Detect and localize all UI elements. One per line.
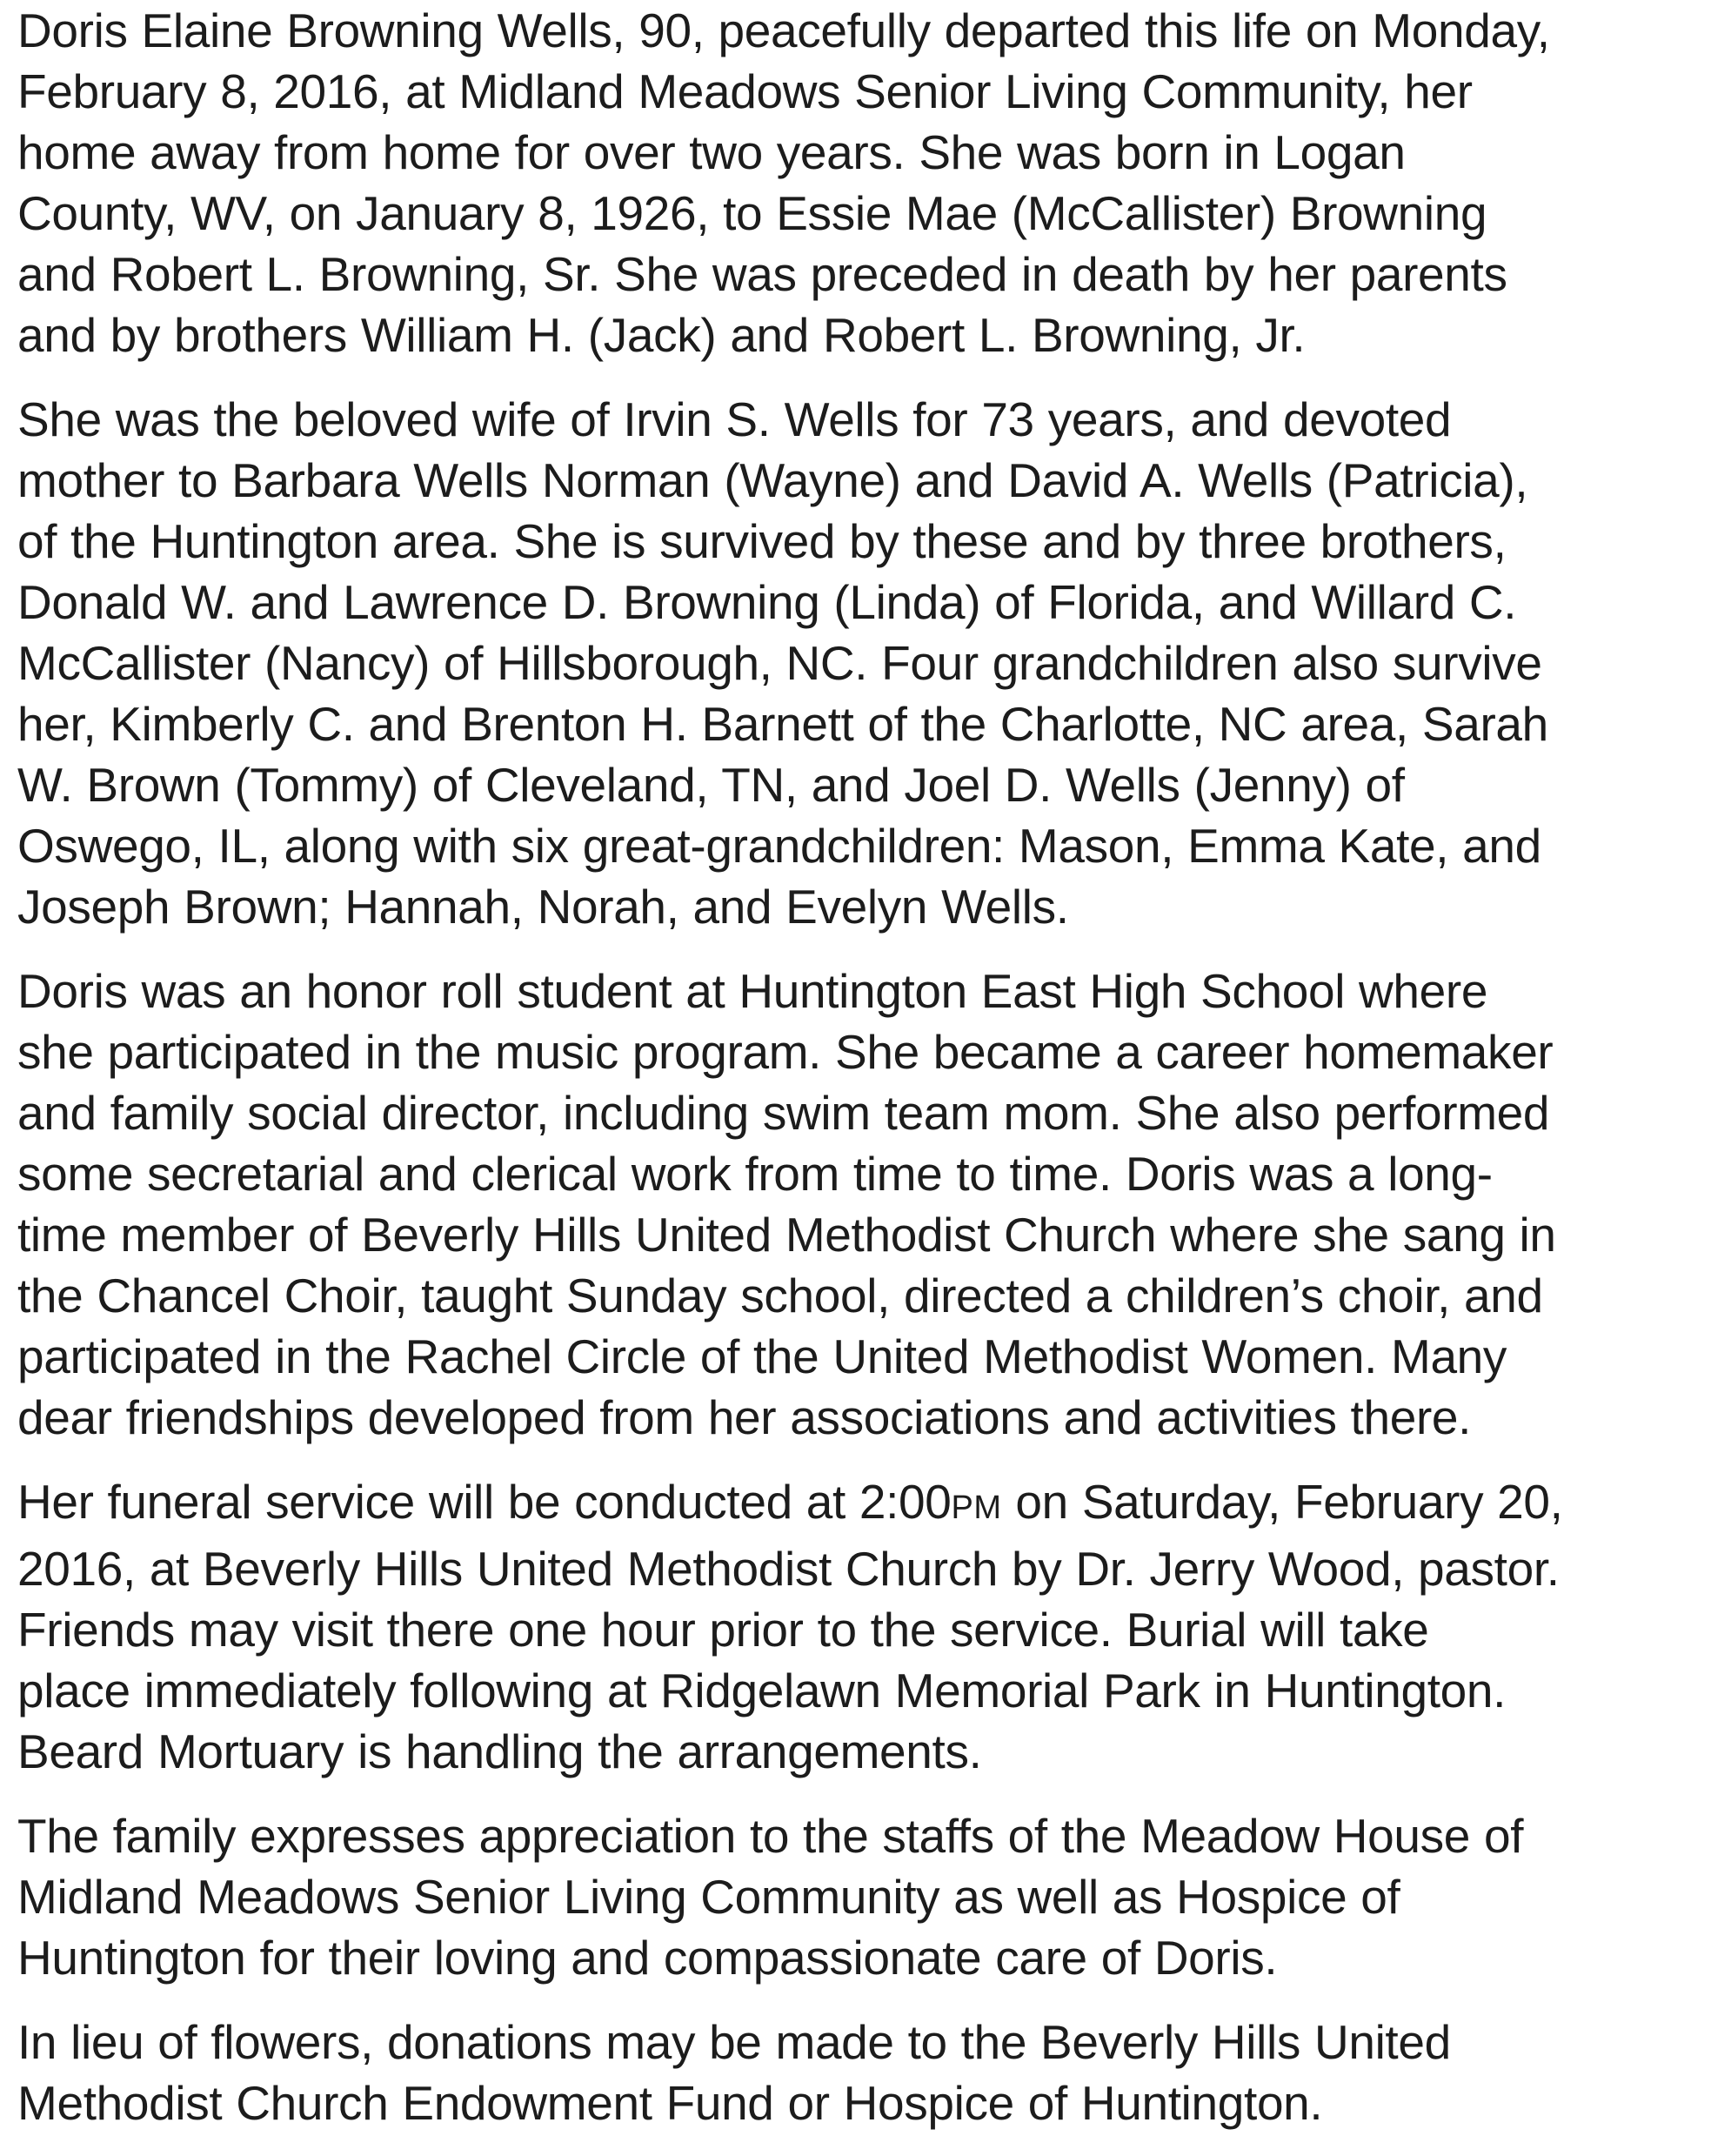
text-line: and by brothers William H. (Jack) and Robert L. Browning, Jr.: [17, 308, 1306, 362]
text-line: of the Huntington area. She is survived by these and by three brothers,: [17, 514, 1507, 568]
text-line: McCallister (Nancy) of Hillsborough, NC. Four grandchildren also survive: [17, 636, 1542, 690]
paragraph-spacer: [17, 1448, 1701, 1471]
text-line: Huntington for their loving and compassionate care of Doris.: [17, 1931, 1278, 1985]
text-line: dear friendships developed from her associations and activities there.: [17, 1390, 1472, 1444]
text-segment: Her funeral service will be conducted at 2:00: [17, 1475, 952, 1529]
text-line: time member of Beverly Hills United Methodist Church where she sang in: [17, 1208, 1556, 1262]
text-line: Doris Elaine Browning Wells, 90, peacefully departed this life on Monday,: [17, 3, 1550, 57]
time-suffix: PM: [951, 1490, 1002, 1526]
paragraph-funeral-service: [17, 1471, 1701, 1782]
obituary-document: [17, 0, 1701, 2156]
paragraph-spacer: [17, 1988, 1701, 2012]
paragraph-spacer: [17, 1782, 1701, 1805]
paragraph-appreciation: [17, 1805, 1701, 1988]
paragraph-spacer: [17, 937, 1701, 961]
text-line: Midland Meadows Senior Living Community as well as Hospice of: [17, 1870, 1400, 1924]
text-line: Beard Mortuary is handling the arrangements.: [17, 1724, 982, 1778]
text-line: she participated in the music program. She became a career homemaker: [17, 1025, 1554, 1079]
text-line: Joseph Brown; Hannah, Norah, and Evelyn Wells.: [17, 880, 1069, 934]
text-line: She was the beloved wife of Irvin S. Wells for 73 years, and devoted: [17, 392, 1452, 446]
text-line: Methodist Church Endowment Fund or Hospice of Huntington.: [17, 2076, 1323, 2130]
text-line: participated in the Rachel Circle of the United Methodist Women. Many: [17, 1329, 1507, 1383]
paragraph-survivors: [17, 389, 1701, 937]
text-line: [17, 1471, 1701, 1538]
text-line: Doris was an honor roll student at Huntington East High School where: [17, 964, 1488, 1018]
text-line: place immediately following at Ridgelawn Memorial Park in Huntington.: [17, 1664, 1507, 1717]
text-line: and Robert L. Browning, Sr. She was preceded in death by her parents: [17, 247, 1507, 301]
text-line: In lieu of flowers, donations may be made to the Beverly Hills United: [17, 2015, 1451, 2069]
paragraph-life-activities: [17, 961, 1701, 1448]
text-line: Oswego, IL, along with six great-grandchildren: Mason, Emma Kate, and: [17, 819, 1541, 873]
text-line: the Chancel Choir, taught Sunday school, directed a children’s choir, and: [17, 1269, 1543, 1322]
text-line: Friends may visit there one hour prior to the service. Burial will take: [17, 1603, 1429, 1657]
text-line: 2016, at Beverly Hills United Methodist Church by Dr. Jerry Wood, pastor.: [17, 1542, 1560, 1596]
text-line: Donald W. and Lawrence D. Browning (Linda) of Florida, and Willard C.: [17, 575, 1517, 629]
text-segment: on Saturday, February 20,: [1001, 1475, 1563, 1529]
text-line: The family expresses appreciation to the staffs of the Meadow House of: [17, 1809, 1524, 1863]
text-line: home away from home for over two years. She was born in Logan: [17, 125, 1406, 179]
text-line: her, Kimberly C. and Brenton H. Barnett of the Charlotte, NC area, Sarah: [17, 697, 1548, 751]
text-line: and family social director, including swim team mom. She also performed: [17, 1086, 1550, 1140]
paragraph-biography: [17, 0, 1701, 365]
paragraph-donations: [17, 2012, 1701, 2133]
paragraph-spacer: [17, 365, 1701, 389]
text-line: W. Brown (Tommy) of Cleveland, TN, and Joel D. Wells (Jenny) of: [17, 758, 1405, 812]
text-line: mother to Barbara Wells Norman (Wayne) and David A. Wells (Patricia),: [17, 453, 1528, 507]
text-line: some secretarial and clerical work from time to time. Doris was a long-: [17, 1147, 1493, 1201]
text-line: County, WV, on January 8, 1926, to Essie Mae (McCallister) Browning: [17, 186, 1487, 240]
text-line: February 8, 2016, at Midland Meadows Senior Living Community, her: [17, 64, 1473, 118]
